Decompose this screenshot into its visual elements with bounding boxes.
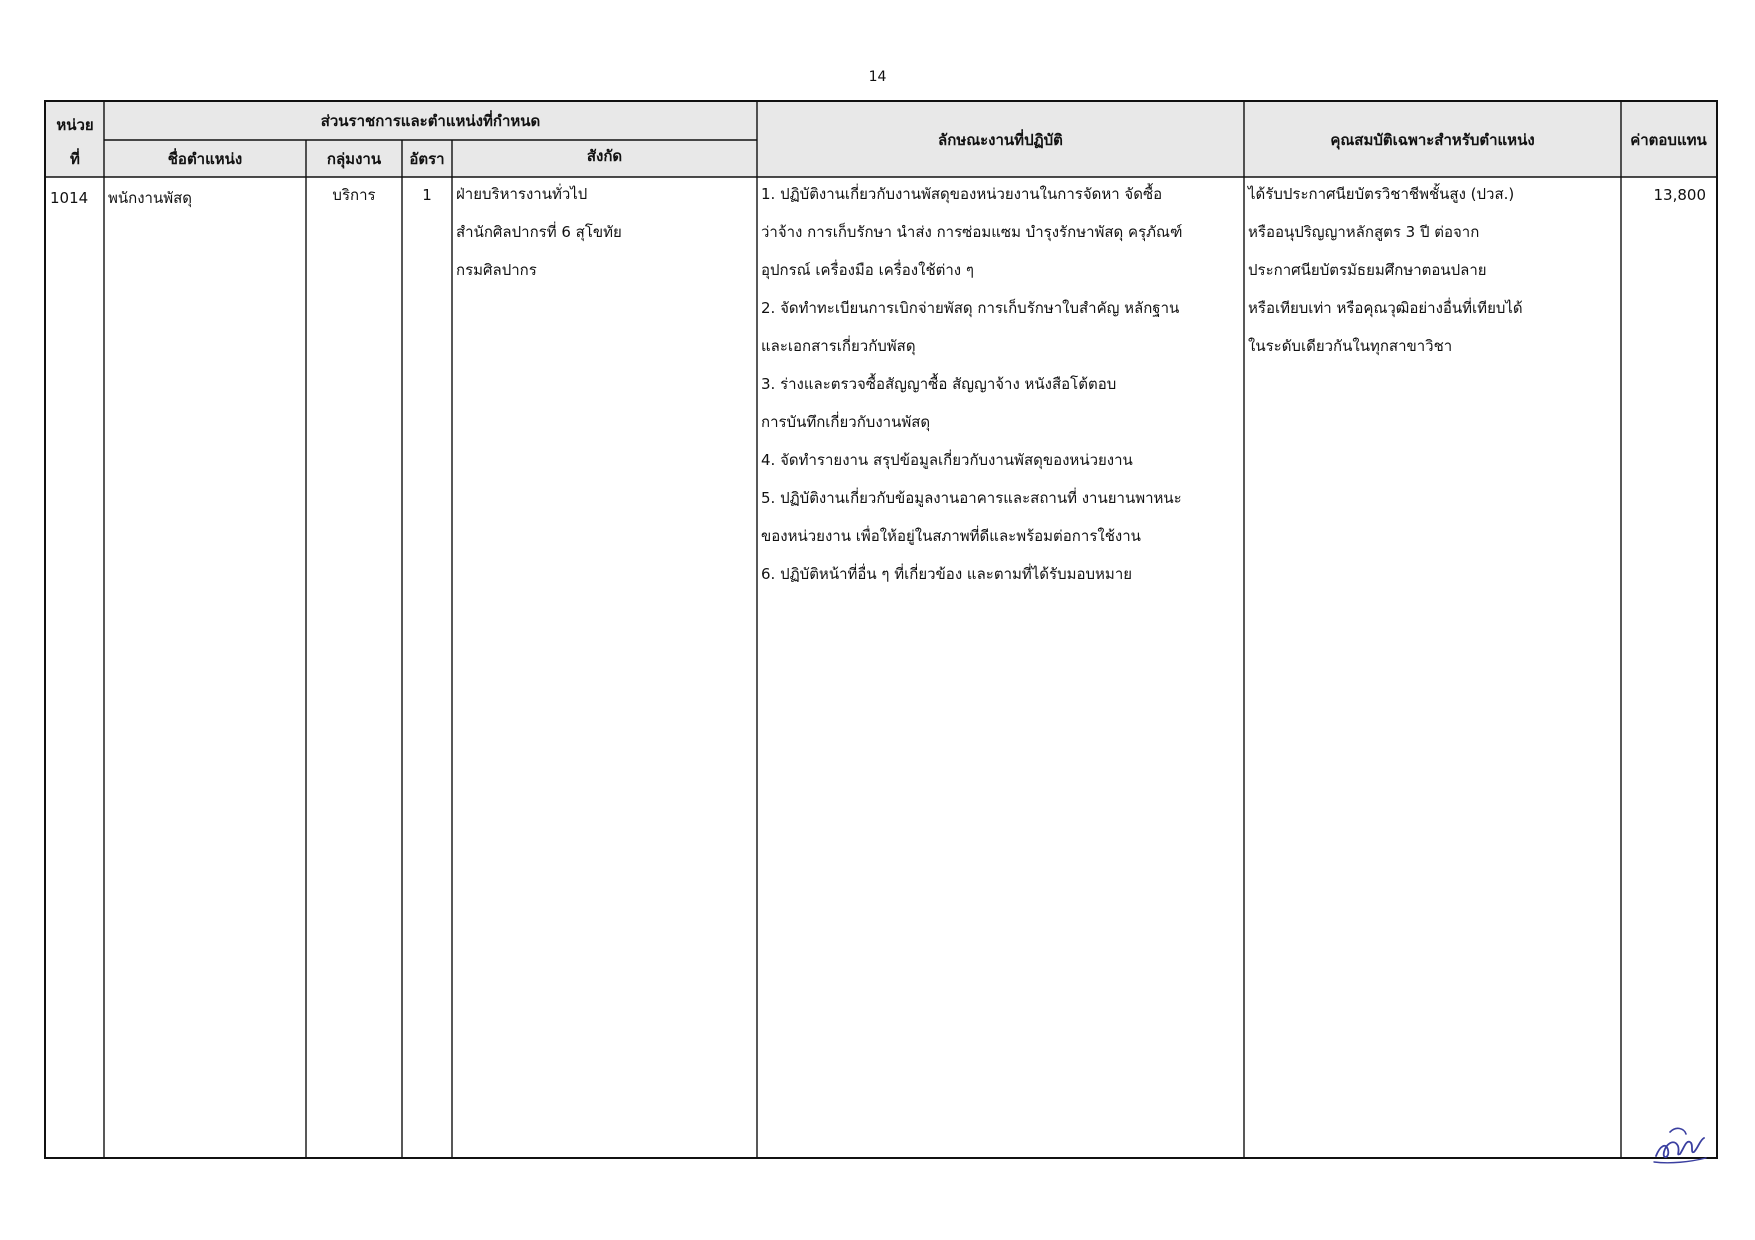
row-compensation: 13,800 xyxy=(1653,186,1706,204)
page-number: 14 xyxy=(868,69,887,85)
row-position-name: พนักงานพัสดุ xyxy=(108,189,193,207)
header-division-group: ส่วนราชการและตำแหน่งที่กำหนด xyxy=(320,112,541,130)
affiliation-line: สำนักศิลปากรที่ 6 สุโขทัย xyxy=(456,223,622,241)
duty-line: 2. จัดทำทะเบียนการเบิกจ่ายพัสดุ การเก็บรักษาใบสำคัญ หลักฐาน xyxy=(761,299,1180,317)
qualification-line: หรือเทียบเท่า หรือคุณวุฒิอย่างอื่นที่เทียบได้ xyxy=(1248,299,1523,317)
header-duties: ลักษณะงานที่ปฏิบัติ xyxy=(938,131,1063,149)
qualification-line: ได้รับประกาศนียบัตรวิชาชีพชั้นสูง (ปวส.) xyxy=(1248,185,1515,203)
qualification-line: หรืออนุปริญญาหลักสูตร 3 ปี ต่อจาก xyxy=(1248,223,1480,241)
row-work-group: บริการ xyxy=(332,186,376,204)
duty-line: ของหน่วยงาน เพื่อให้อยู่ในสภาพที่ดีและพร้อมต่อการใช้งาน xyxy=(761,527,1141,545)
header-position-name: ชื่อตำแหน่ง xyxy=(167,150,243,168)
duty-line: 4. จัดทำรายงาน สรุปข้อมูลเกี่ยวกับงานพัสดุของหน่วยงาน xyxy=(761,451,1133,469)
header-unit-bottom: ที่ xyxy=(70,150,80,168)
header-compensation: ค่าตอบแทน xyxy=(1630,131,1707,149)
header-rate: อัตรา xyxy=(409,150,445,168)
duty-line: การบันทึกเกี่ยวกับงานพัสดุ xyxy=(761,413,931,431)
duty-line: ว่าจ้าง การเก็บรักษา นำส่ง การซ่อมแซม บำรุงรักษาพัสดุ ครุภัณฑ์ xyxy=(761,223,1183,241)
duty-line: และเอกสารเกี่ยวกับพัสดุ xyxy=(761,337,916,355)
duty-line: 5. ปฏิบัติงานเกี่ยวกับข้อมูลงานอาคารและสถานที่ งานยานพาหนะ xyxy=(761,489,1182,507)
qualification-line: ประกาศนียบัตรมัธยมศึกษาตอนปลาย xyxy=(1248,261,1487,279)
header-unit-top: หน่วย xyxy=(56,116,94,134)
affiliation-line: กรมศิลปากร xyxy=(456,261,537,279)
row-rate: 1 xyxy=(422,186,432,204)
header-affiliation: สังกัด xyxy=(586,147,623,165)
handwritten-signature xyxy=(1650,1118,1710,1168)
affiliation-line: ฝ่ายบริหารงานทั่วไป xyxy=(456,185,588,203)
duty-line: 3. ร่างและตรวจซื้อสัญญาซื้อ สัญญาจ้าง หนังสือโต้ตอบ xyxy=(761,375,1117,393)
duty-line: 6. ปฏิบัติหน้าที่อื่น ๆ ที่เกี่ยวข้อง และตามที่ได้รับมอบหมาย xyxy=(761,565,1133,583)
row-unit-no: 1014 xyxy=(50,189,89,207)
header-work-group: กลุ่มงาน xyxy=(326,150,382,168)
header-qualifications: คุณสมบัติเฉพาะสำหรับตำแหน่ง xyxy=(1330,131,1535,149)
duty-line: อุปกรณ์ เครื่องมือ เครื่องใช้ต่าง ๆ xyxy=(761,261,974,279)
qualification-line: ในระดับเดียวกันในทุกสาขาวิชา xyxy=(1248,337,1453,355)
position-table xyxy=(44,100,1718,1159)
duty-line: 1. ปฏิบัติงานเกี่ยวกับงานพัสดุของหน่วยงานในการจัดหา จัดซื้อ xyxy=(761,185,1163,203)
